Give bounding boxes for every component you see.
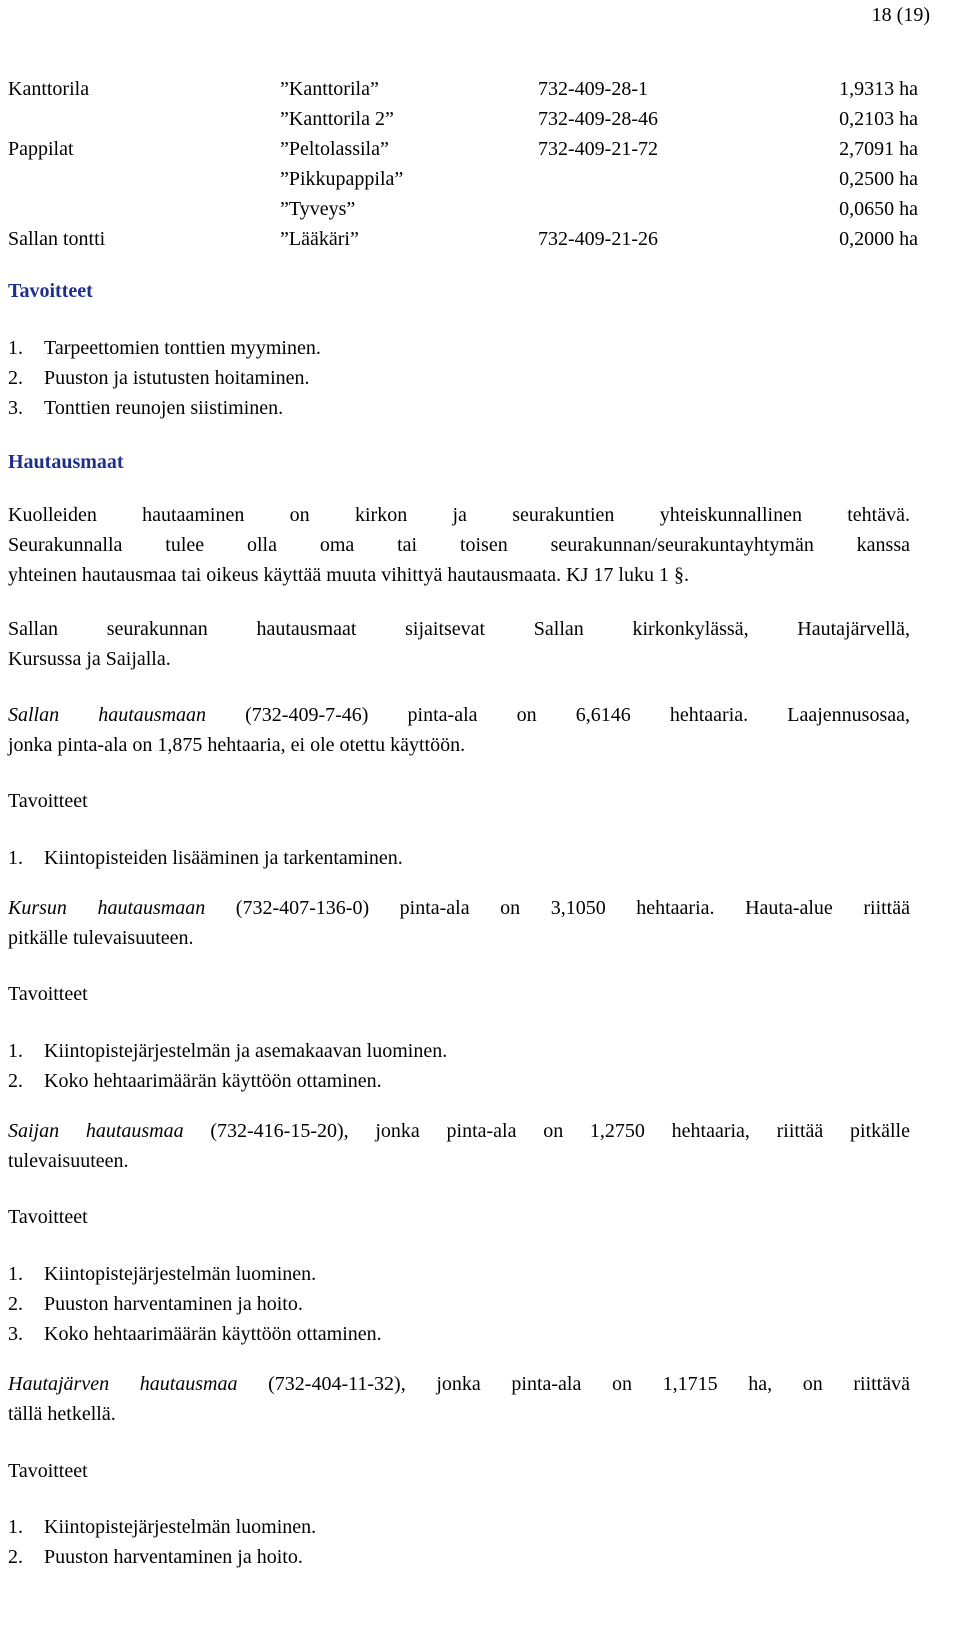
list-item [8, 1289, 910, 1319]
property-row [8, 224, 918, 254]
cemeteries-location-paragraph [8, 614, 910, 674]
list-text: Kiintopistejärjestelmän luominen. [44, 1263, 317, 1285]
property-name: ”Kanttorila” [280, 78, 379, 100]
paragraph-line: tulevaisuuteen. [8, 1150, 129, 1172]
property-area: 0,2103 ha [839, 108, 918, 130]
saija-cemetery-paragraph [8, 1116, 910, 1176]
list-number: 2. [8, 1070, 23, 1092]
paragraph-line: Sallan seurakunnan hautausmaat sijaitsevat Sallan kirkonkylässä, Hautajärvellä, [8, 618, 910, 640]
list-text: Koko hehtaarimäärän käyttöön ottaminen. [44, 1070, 382, 1092]
list-number: 1. [8, 1263, 23, 1285]
property-table [8, 74, 918, 254]
cemeteries-heading-block [8, 447, 910, 477]
list-item [8, 1319, 910, 1349]
list-item [8, 1542, 910, 1572]
property-row [8, 134, 918, 164]
list-number: 2. [8, 1546, 23, 1568]
hautajarvi-goals [8, 1456, 910, 1486]
list-number: 1. [8, 337, 23, 359]
list-number: 3. [8, 397, 23, 419]
paragraph-line: pitkälle tulevaisuuteen. [8, 927, 194, 949]
cemetery-name: Saijan hautausmaa [8, 1120, 184, 1142]
list-item [8, 1036, 910, 1066]
list-number: 2. [8, 367, 23, 389]
property-name: ”Peltolassila” [280, 138, 389, 160]
property-area: 1,9313 ha [839, 78, 918, 100]
goals-heading: Tavoitteet [8, 983, 88, 1005]
kursu-cemetery-paragraph [8, 893, 910, 953]
property-area: 0,2500 ha [839, 168, 918, 190]
property-id: 732-409-21-72 [538, 138, 658, 160]
list-item [8, 393, 910, 423]
hautajarvi-cemetery-paragraph [8, 1369, 910, 1429]
list-number: 1. [8, 1040, 23, 1062]
list-number: 1. [8, 847, 23, 869]
property-id: 732-409-21-26 [538, 228, 658, 250]
paragraph-text: (732-409-7-46) pinta-ala on 6,6146 hehtaaria. Laajennusosaa, [206, 704, 910, 726]
property-area: 0,0650 ha [839, 198, 918, 220]
salla-cemetery-paragraph [8, 700, 910, 760]
list-text: Puuston ja istutusten hoitaminen. [44, 367, 310, 389]
paragraph-line [8, 1369, 910, 1399]
property-name: ”Tyveys” [280, 198, 356, 220]
paragraph-line: Seurakunnalla tulee olla oma tai toisen seurakunnan/seurakuntayhtymän kanssa [8, 534, 910, 556]
list-item [8, 1066, 910, 1096]
page-number: 18 (19) [871, 4, 930, 26]
goals-section-properties [8, 276, 910, 306]
property-area: 0,2000 ha [839, 228, 918, 250]
cemetery-name: Hautajärven hautausmaa [8, 1373, 238, 1395]
property-name: ”Pikkupappila” [280, 168, 404, 190]
paragraph-line: tällä hetkellä. [8, 1403, 116, 1425]
goals-heading: Tavoitteet [8, 790, 88, 812]
salla-goals-list [8, 843, 910, 873]
property-owner: Kanttorila [8, 78, 90, 100]
goals-heading: Tavoitteet [8, 1206, 88, 1228]
property-id: 732-409-28-46 [538, 108, 658, 130]
list-item [8, 363, 910, 393]
list-item [8, 333, 910, 363]
saija-goals [8, 1202, 910, 1232]
list-number: 2. [8, 1293, 23, 1315]
cemeteries-intro-paragraph [8, 500, 910, 590]
saija-goals-list [8, 1259, 910, 1349]
list-text: Tonttien reunojen siistiminen. [44, 397, 284, 419]
salla-goals [8, 786, 910, 816]
list-item [8, 843, 910, 873]
section-heading-hautausmaat: Hautausmaat [8, 451, 124, 473]
property-name: ”Lääkäri” [280, 228, 359, 250]
list-item [8, 1512, 910, 1542]
property-row [8, 194, 918, 224]
property-owner: Sallan tontti [8, 228, 106, 250]
list-number: 3. [8, 1323, 23, 1345]
list-text: Puuston harventaminen ja hoito. [44, 1546, 303, 1568]
hautajarvi-goals-list [8, 1512, 910, 1572]
paragraph-line: jonka pinta-ala on 1,875 hehtaaria, ei ole otettu käyttöön. [8, 734, 466, 756]
property-row [8, 164, 918, 194]
paragraph-text: (732-407-136-0) pinta-ala on 3,1050 hehtaaria. Hauta-alue riittää [205, 897, 910, 919]
section-heading-tavoitteet: Tavoitteet [8, 280, 93, 302]
list-text: Koko hehtaarimäärän käyttöön ottaminen. [44, 1323, 382, 1345]
list-text: Puuston harventaminen ja hoito. [44, 1293, 303, 1315]
list-item [8, 1259, 910, 1289]
property-owner: Pappilat [8, 138, 74, 160]
property-name: ”Kanttorila 2” [280, 108, 394, 130]
list-text: Kiintopistejärjestelmän ja asemakaavan luominen. [44, 1040, 448, 1062]
goals-heading: Tavoitteet [8, 1460, 88, 1482]
list-text: Kiintopistejärjestelmän luominen. [44, 1516, 317, 1538]
property-row [8, 104, 918, 134]
list-number: 1. [8, 1516, 23, 1538]
paragraph-line [8, 700, 910, 730]
cemetery-name: Sallan hautausmaan [8, 704, 207, 726]
paragraph-text: (732-416-15-20), jonka pinta-ala on 1,2750 hehtaaria, riittää pitkälle [183, 1120, 910, 1142]
list-text: Kiintopisteiden lisääminen ja tarkentaminen. [44, 847, 403, 869]
kursu-goals [8, 979, 910, 1009]
paragraph-line: yhteinen hautausmaa tai oikeus käyttää muuta vihittyä hautausmaata. KJ 17 luku 1 §. [8, 564, 689, 586]
property-id: 732-409-28-1 [538, 78, 648, 100]
property-row [8, 74, 918, 104]
kursu-goals-list [8, 1036, 910, 1096]
cemetery-name: Kursun hautausmaan [8, 897, 206, 919]
goals-list-properties [8, 333, 910, 423]
paragraph-line: Kuolleiden hautaaminen on kirkon ja seurakuntien yhteiskunnallinen tehtävä. [8, 504, 910, 526]
paragraph-line: Kursussa ja Saijalla. [8, 648, 171, 670]
paragraph-line [8, 1116, 910, 1146]
property-area: 2,7091 ha [839, 138, 918, 160]
list-text: Tarpeettomien tonttien myyminen. [44, 337, 321, 359]
paragraph-text: (732-404-11-32), jonka pinta-ala on 1,1715 ha, on riittävä [237, 1373, 910, 1395]
paragraph-line [8, 893, 910, 923]
